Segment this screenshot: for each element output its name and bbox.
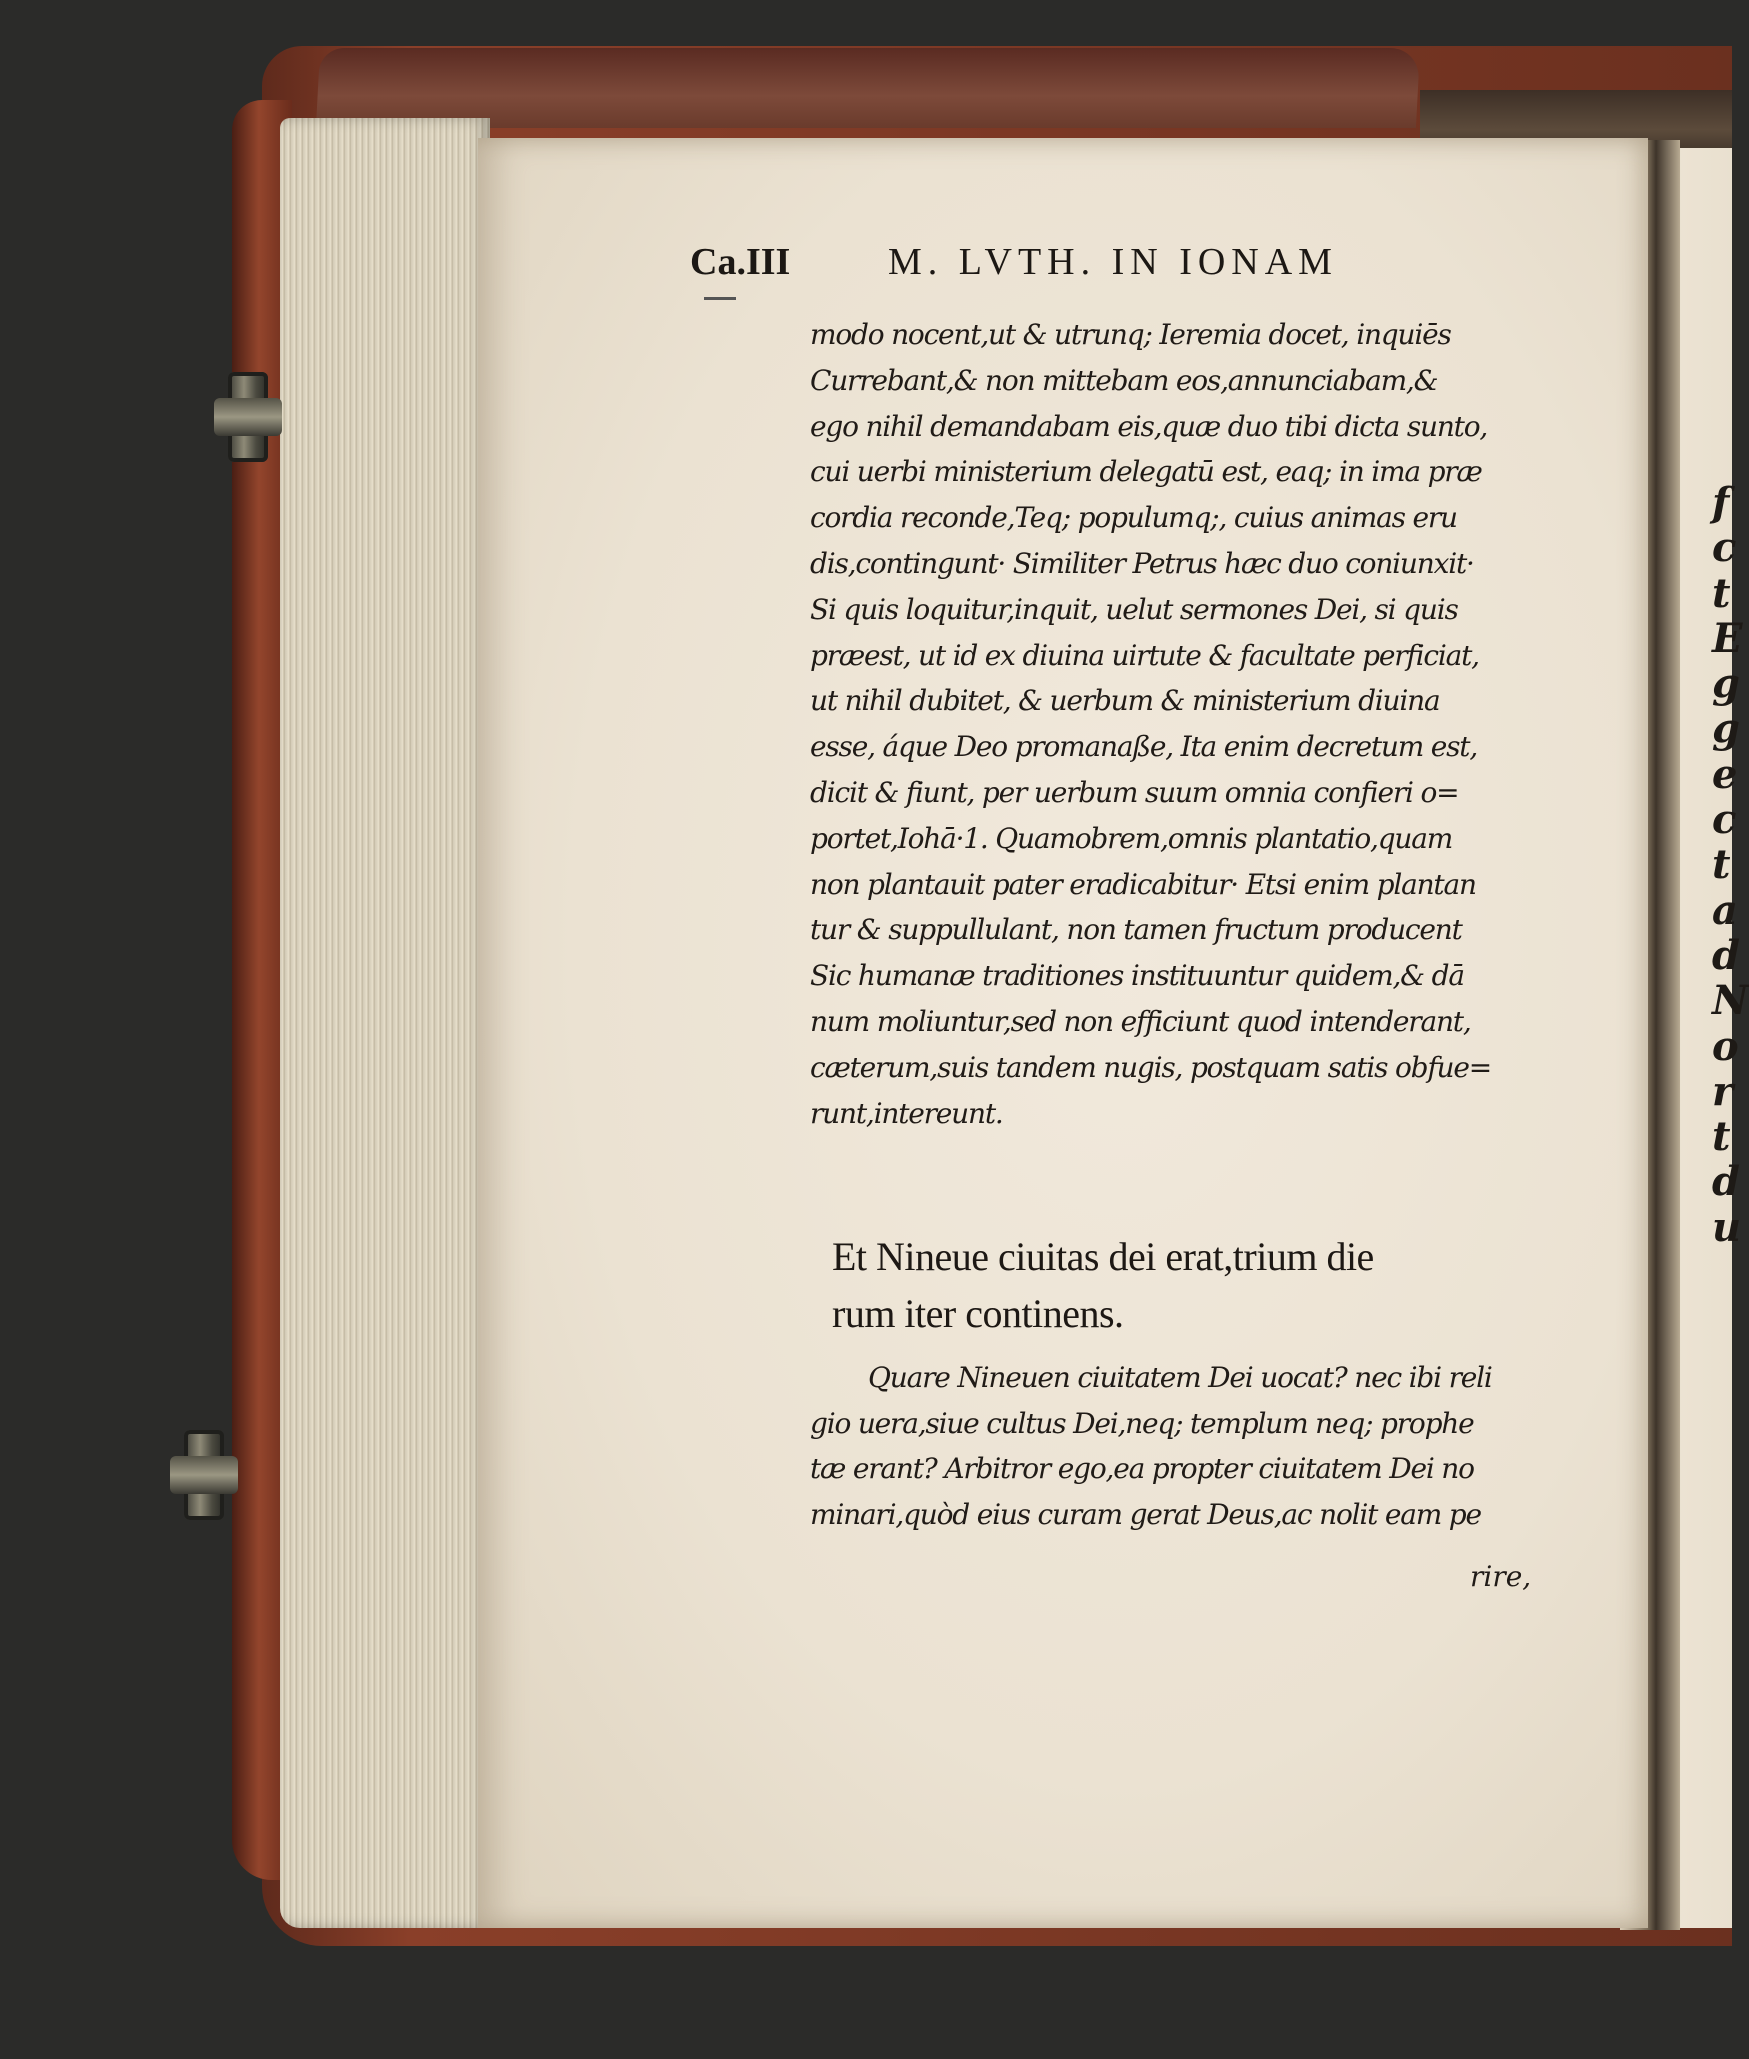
clasp-lower-icon: [184, 1430, 224, 1520]
facing-page-letter: f: [1712, 479, 1730, 526]
chapter-label: Ca.III: [690, 241, 791, 283]
text-line: rum iter continens.: [832, 1291, 1124, 1336]
facing-page-letter: t: [1712, 841, 1731, 889]
scripture-heading: [832, 1228, 1552, 1342]
text-line: Sic humanæ traditiones instituuntur quidem,& dā: [810, 959, 1464, 993]
commentary-paragraph: [810, 1355, 1550, 1537]
text-line: Currebant,& non mittebam eos,annunciabam,&: [810, 363, 1438, 397]
facing-page-letter: o: [1712, 1022, 1739, 1070]
text-line: Si quis loquitur,inquit, uelut sermones Dei, si quis: [810, 592, 1458, 626]
header-underline: [704, 297, 736, 300]
facing-page-letter: t: [1712, 569, 1731, 617]
page-header: [690, 240, 1410, 294]
facing-page-letter: u: [1712, 1203, 1742, 1251]
text-line: esse, áque Deo promanaße, Ita enim decretum est,: [810, 730, 1478, 764]
text-line: cui uerbi ministerium delegatū est, eaq; in ima præ: [810, 455, 1482, 489]
text-line: gio uera,siue cultus Dei,neq; templum neq; prophe: [810, 1406, 1474, 1440]
facing-page-letter: e: [1712, 750, 1738, 798]
clasp-upper-icon: [228, 372, 268, 462]
facing-page-letter: E: [1712, 614, 1743, 662]
page-stack: [280, 118, 490, 1928]
text-line: Et Nineue ciuitas dei erat,trium die: [832, 1234, 1374, 1279]
text-line: num moliuntur,sed non efficiunt quod intenderant,: [810, 1004, 1471, 1038]
book-top-edge: [316, 48, 1420, 128]
text-line: cæterum,suis tandem nugis, postquam satis obfue=: [810, 1050, 1492, 1084]
text-line: minari,quòd eius curam gerat Deus,ac nolit eam pe: [810, 1497, 1481, 1531]
text-line: ego nihil demandabam eis,quæ duo tibi dicta sunto,: [810, 409, 1488, 443]
text-line: dicit & fiunt, per uerbum suum omnia confieri o=: [810, 775, 1459, 809]
facing-page-letters: [1712, 479, 1749, 1251]
text-line: portet,Iohā·1. Quamobrem,omnis plantatio,quam: [810, 821, 1453, 855]
text-line: tæ erant? Arbitror ego,ea propter ciuitatem Dei no: [810, 1452, 1474, 1485]
facing-page-letter: c: [1712, 524, 1737, 572]
facing-page-letter: t: [1712, 1113, 1731, 1161]
catchword: rire,: [1470, 1560, 1532, 1593]
text-line: cordia reconde,Teq; populumq;, cuius animas eru: [810, 501, 1457, 535]
text-line: præest, ut id ex diuina uirtute & facultate perficiat,: [810, 638, 1479, 672]
text-line: modo nocent,ut & utrunq; Ieremia docet, inquiēs: [810, 318, 1451, 351]
text-line: ut nihil dubitet, & uerbum & ministerium diuina: [810, 684, 1440, 718]
text-line: tur & suppullulant, non tamen fructum producent: [810, 913, 1462, 947]
facing-page-letter: d: [1712, 931, 1740, 979]
text-line: dis,contingunt· Similiter Petrus hæc duo coniunxit·: [810, 546, 1474, 580]
facing-page-letter: g: [1712, 705, 1740, 753]
facing-page-letter: c: [1712, 796, 1737, 844]
facing-page-letter: a: [1712, 886, 1738, 934]
text-line: Quare Nineuen ciuitatem Dei uocat? nec ibi reli: [868, 1361, 1492, 1394]
text-line: runt,intereunt.: [810, 1096, 1003, 1130]
body-paragraph: [810, 312, 1550, 1136]
facing-page-letter: d: [1712, 1158, 1740, 1206]
facing-page-letter: r: [1712, 1067, 1734, 1115]
facing-page-letter: g: [1712, 660, 1740, 708]
running-title: M. LVTH. IN IONAM: [888, 241, 1338, 283]
text-line: non plantauit pater eradicabitur· Etsi enim plantan: [810, 867, 1476, 901]
facing-page-letter: N: [1712, 977, 1749, 1025]
